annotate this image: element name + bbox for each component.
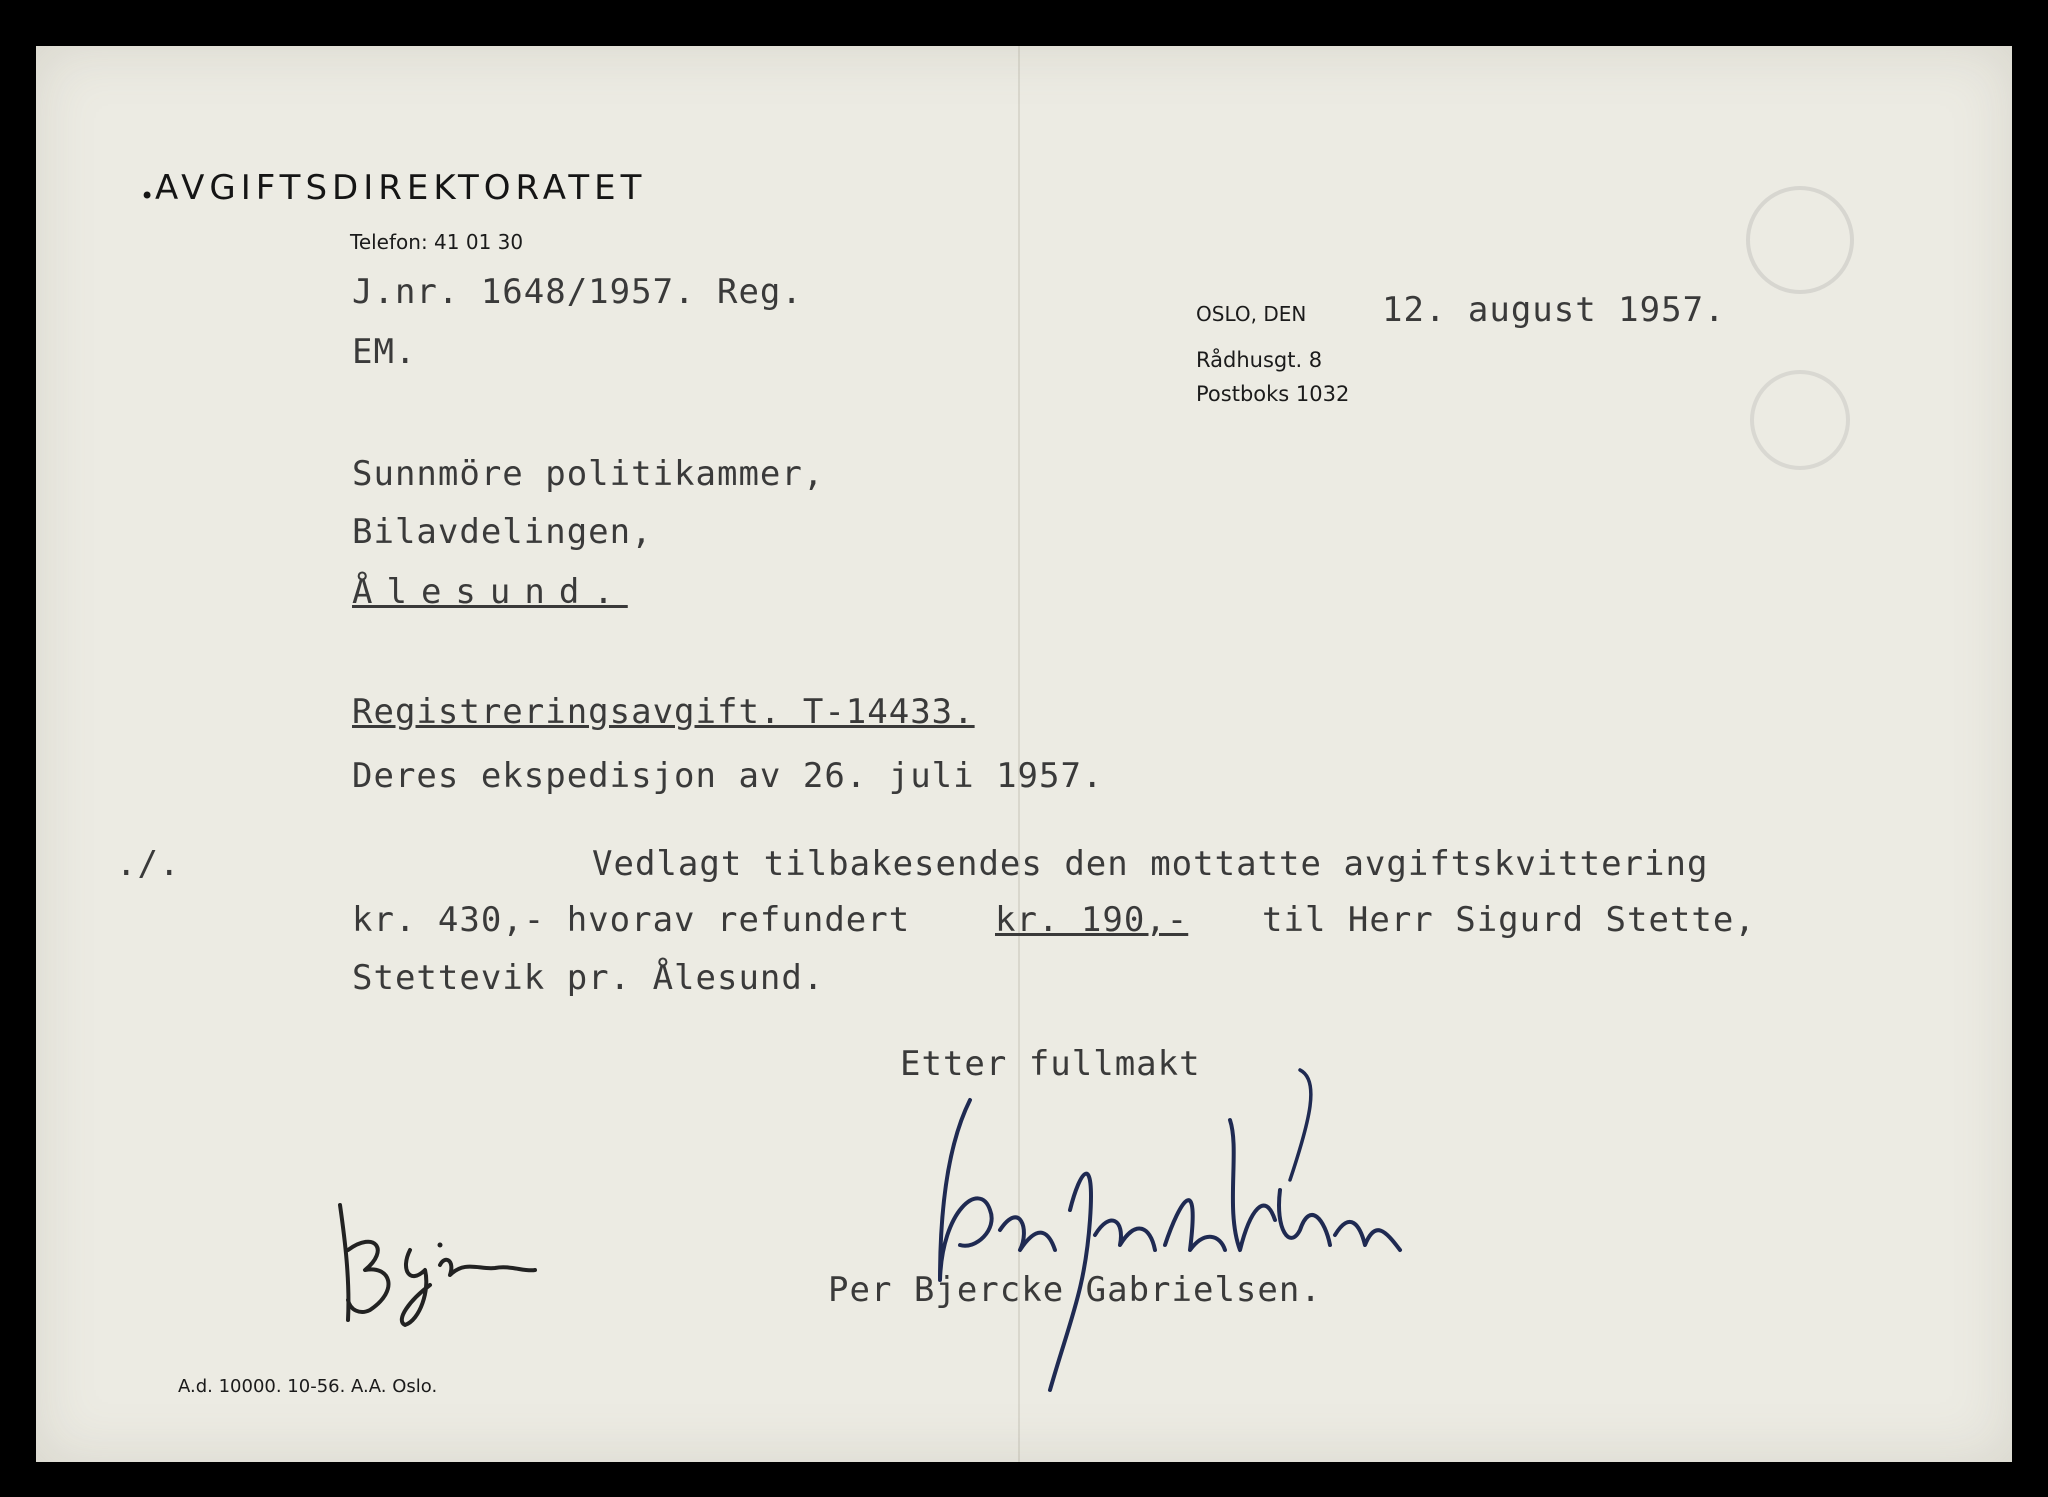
print-imprint: A.d. 10000. 10-56. A.A. Oslo. [178,1376,438,1397]
body-line-2-start: kr. 430,- hvorav refundert [352,900,911,940]
body-line-1: Vedlagt tilbakesendes den mottatte avgiftskvittering [592,844,1709,884]
body-line-3: Stettevik pr. Ålesund. [352,958,825,998]
postbox-address: Postboks 1032 [1196,382,1350,406]
clerk-initials: EM. [352,332,417,372]
subject-line: Registreringsavgift. T-14433. [352,692,975,732]
recipient-line-2: Bilavdelingen, [352,512,653,552]
phone-number: Telefon: 41 01 30 [350,230,524,254]
recipient-line-1: Sunnmöre politikammer, [352,454,825,494]
subject-reference: Deres ekspedisjon av 26. juli 1957. [352,756,1104,796]
closing-phrase: Etter fullmakt [900,1044,1201,1084]
enclosure-mark: ./. [116,844,181,884]
street-address: Rådhusgt. 8 [1196,348,1323,372]
signatory-name: Per Bjercke Gabrielsen. [828,1270,1322,1310]
refund-amount: kr. 190,- [995,900,1189,940]
faint-stamp-impression [1730,170,1890,470]
letter-date: 12. august 1957. [1382,290,1726,330]
body-line-2-end: til Herr Sigurd Stette, [1262,900,1756,940]
dateline-place: OSLO, DEN [1196,302,1307,326]
recipient-city: Ålesund. [352,572,628,612]
handwritten-initials [330,1190,550,1330]
letterhead-mark: • [140,182,155,210]
organization-name: AVGIFTSDIREKTORATET [155,168,647,208]
journal-number: J.nr. 1648/1957. Reg. [352,272,803,312]
